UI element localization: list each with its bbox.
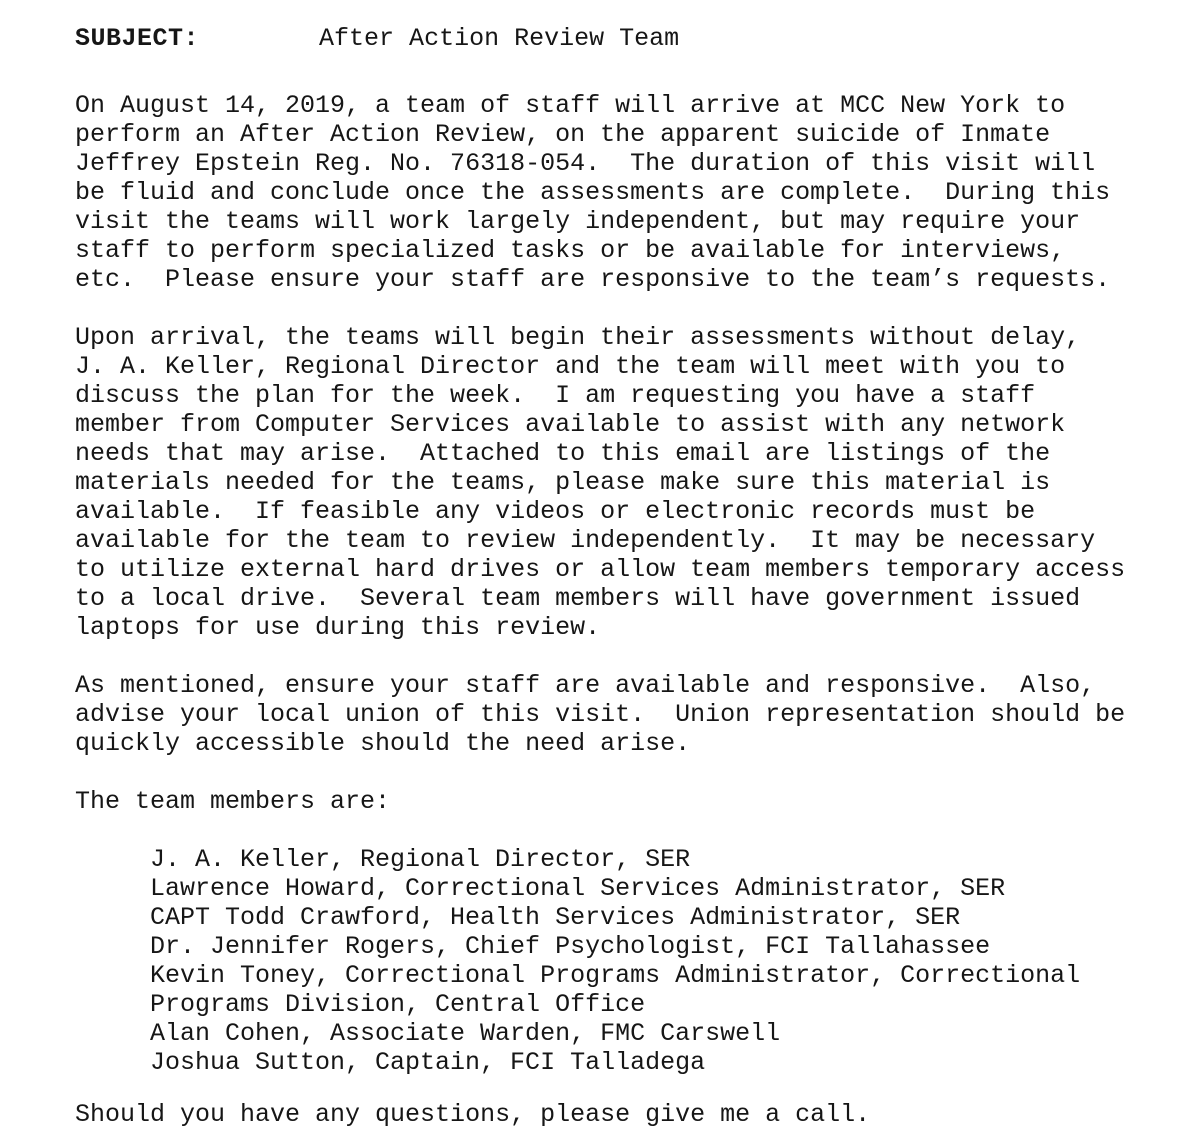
text-line: needs that may arise. Attached to this email are listings of the: [75, 439, 1051, 468]
text-line: Programs Division, Central Office: [150, 990, 646, 1019]
text-line: Joshua Sutton, Captain, FCI Talladega: [150, 1048, 706, 1077]
team-members-intro-line: The team members are:: [75, 787, 391, 816]
text-line: perform an After Action Review, on the apparent suicide of Inmate: [75, 120, 1051, 149]
text-line: Upon arrival, the teams will begin their assessments without delay,: [75, 323, 1081, 352]
text-line: visit the teams will work largely independent, but may require your: [75, 207, 1081, 236]
text-line: J. A. Keller, Regional Director, SER: [150, 845, 691, 874]
text-line: to a local drive. Several team members will have government issued: [75, 584, 1081, 613]
text-line: As mentioned, ensure your staff are available and responsive. Also,: [75, 671, 1096, 700]
text-line: CAPT Todd Crawford, Health Services Administrator, SER: [150, 903, 961, 932]
text-line: to utilize external hard drives or allow team members temporary access: [75, 555, 1126, 584]
subject-value: After Action Review Team: [319, 24, 680, 53]
text-line: laptops for use during this review.: [75, 613, 601, 642]
paragraph-union-notice: [75, 671, 1170, 758]
subject-line: [75, 24, 1170, 53]
closing-line: Should you have any questions, please give me a call.: [75, 1100, 871, 1129]
team-members-intro: [75, 787, 1170, 816]
team-members-list: [75, 845, 1170, 1077]
text-line: etc. Please ensure your staff are responsive to the team’s requests.: [75, 265, 1111, 294]
text-line: J. A. Keller, Regional Director and the team will meet with you to: [75, 352, 1066, 381]
subject-label: SUBJECT:: [75, 24, 200, 53]
text-line: member from Computer Services available to assist with any network: [75, 410, 1066, 439]
text-line: Alan Cohen, Associate Warden, FMC Carswell: [150, 1019, 781, 1048]
text-line: be fluid and conclude once the assessments are complete. During this: [75, 178, 1111, 207]
text-line: advise your local union of this visit. Union representation should be: [75, 700, 1126, 729]
text-line: staff to perform specialized tasks or be available for interviews,: [75, 236, 1066, 265]
text-line: Kevin Toney, Correctional Programs Administrator, Correctional: [150, 961, 1081, 990]
paragraph-arrival-notice: [75, 91, 1170, 294]
text-line: Jeffrey Epstein Reg. No. 76318-054. The duration of this visit will: [75, 149, 1096, 178]
text-line: available for the team to review independently. It may be necessary: [75, 526, 1096, 555]
text-line: discuss the plan for the week. I am requesting you have a staff: [75, 381, 1036, 410]
paragraph-assessment-logistics: [75, 323, 1170, 642]
text-line: available. If feasible any videos or electronic records must be: [75, 497, 1036, 526]
text-line: On August 14, 2019, a team of staff will arrive at MCC New York to: [75, 91, 1066, 120]
text-line: materials needed for the teams, please make sure this material is: [75, 468, 1051, 497]
text-line: Dr. Jennifer Rogers, Chief Psychologist, FCI Tallahassee: [150, 932, 991, 961]
text-line: quickly accessible should the need arise.: [75, 729, 691, 758]
text-line: Lawrence Howard, Correctional Services Administrator, SER: [150, 874, 1006, 903]
